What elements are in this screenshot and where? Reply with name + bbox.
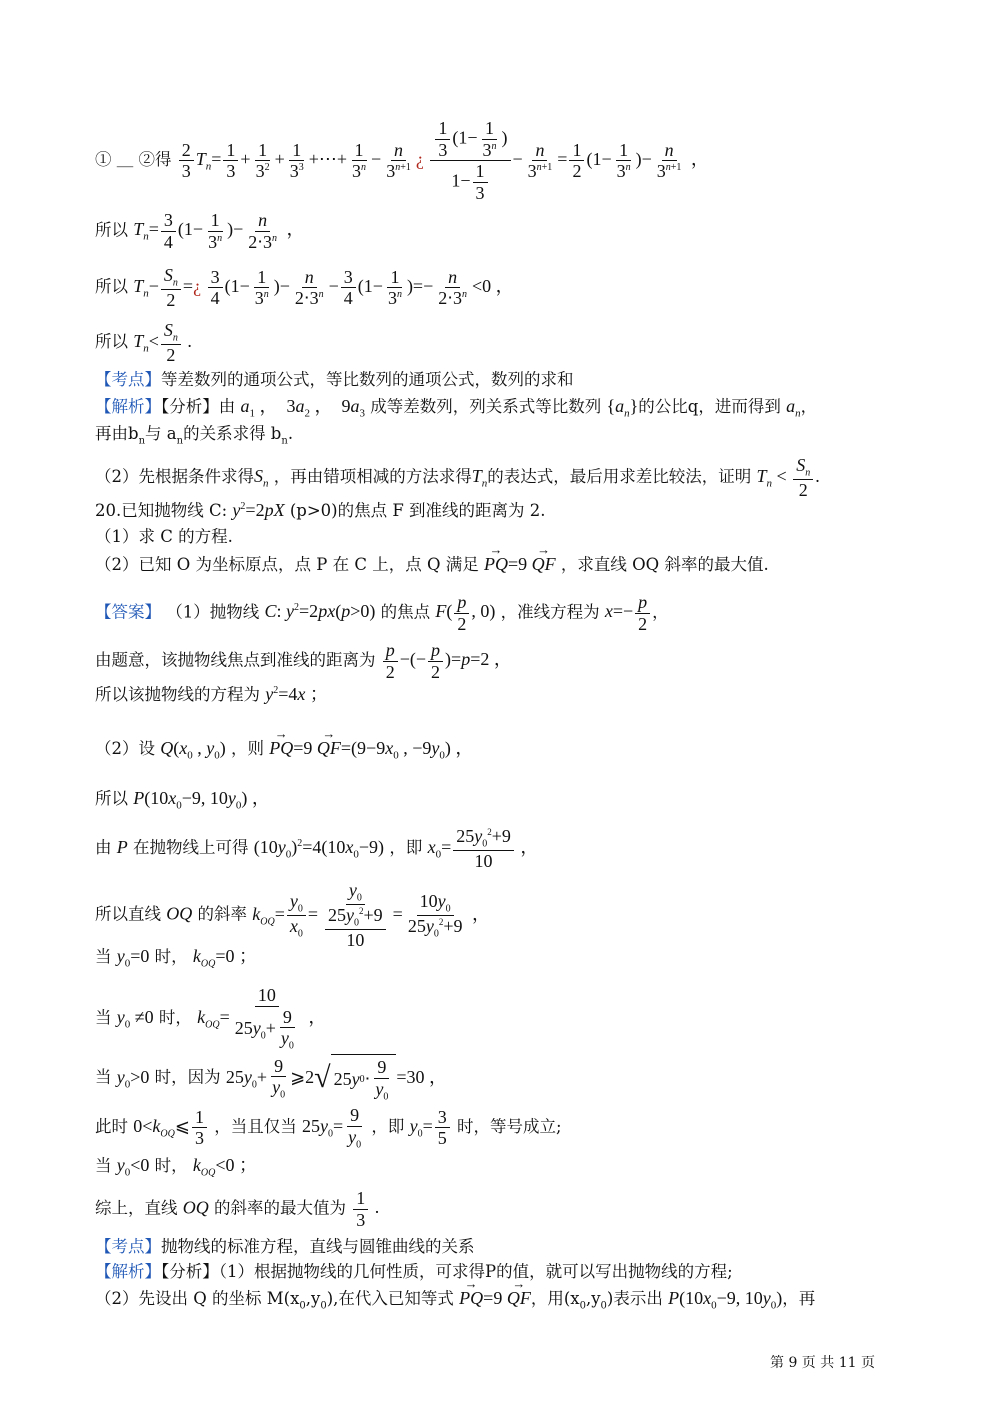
q20-1: （1）求 C 的方程. [95, 527, 233, 546]
formula-y0-zero: $y_0=0$ [116, 946, 150, 970]
formula-y0-pos: $y_0>0$ [116, 1066, 150, 1091]
formula-amgm: $25y_0+$ $\frac{9}{y_0}$ ⩾2 √ 25 y 0 ⋅ 9 $y_0$ =30 ， [225, 1055, 448, 1103]
t6a: 所以直线 [95, 904, 161, 924]
jiexi-2 [95, 1262, 733, 1282]
formula-vec-pq-2: → PQ=9 → QF [459, 1288, 531, 1308]
text-5 [95, 826, 538, 872]
answer-tag: 【答案】 [95, 602, 161, 622]
ans-d: ， [652, 602, 669, 622]
q20-a: 20.已知抛物线 C: [95, 501, 228, 520]
formula-k-range: $0<k_{OQ}⩽$ $\frac{1}{3}$ [133, 1116, 209, 1136]
formula-parabola-eq: $y^2=4x$ ； [265, 684, 328, 704]
formula-y0-neg: $y_0<0$ [116, 1155, 150, 1179]
formula-tn-sum: $\frac{2}{3}$ $T_n=$ $\frac{1}{3}$ + $\frac{1}{3^2}$ + $\frac{1}{3^3}$ +⋯+ $\frac{1}{3^n}$ − $\frac{n}{3^{n+1}}$ ¿ $\frac{1}{3}$ (1− $\frac{1}{3^n}$ ) 1− $\frac{1}{3}$ − $\frac{n}{3^{n+1}}$ = $\frac{1}{2}$ (1− $\frac{1}{3^n}$ )− $\frac{n}{3^{n+1}}$ ， [177, 149, 709, 169]
formula-x0: $x_0=$ $\frac{25y_0^2+9}{10}$ ， [427, 826, 539, 872]
text-7 [95, 946, 257, 971]
formula-an-set: $\{a_n\}$ [606, 396, 639, 420]
t10a: 此时 [95, 1117, 128, 1137]
text-10 [95, 1105, 562, 1151]
line-4-prefix: 所以 [95, 332, 128, 352]
q20-2a: （2）已知 O 为坐标原点，点 P 在 C 上，点 Q 满足 [95, 555, 479, 574]
formula-tn-minus-sn: $T_n-$ $\frac{S_n}{2}$ =¿ $\frac{3}{4}$ (1− $\frac{1}{3^n}$ )− $\frac{n}{2\cdot 3^n}$ − $\frac{3}{4}$ (1− $\frac{1}{3^n}$ )=− $\frac{n}{2\cdot 3^n}$ <0 ， [133, 265, 514, 311]
formula-tn-less: $T_n<$ $\frac{S_n}{2}$ . [133, 320, 192, 366]
formula-oq: OQ [166, 903, 193, 924]
t9a: 当 [95, 1067, 112, 1087]
formula-p-var: P [116, 837, 128, 858]
formula-pq-vec: → $PQ=9 \to QF=(9-9x_0$ , $-9y_0$) ， [269, 738, 473, 758]
formula-y0-nonzero: $y_0 \ne 0$ [116, 1006, 154, 1031]
last-a: （2）先设出 Q 的坐标 M(x [95, 1289, 300, 1308]
jiexi-2-text: （1）根据抛物线的几何性质，可求得P的值，就可以写出抛物线的方程; [218, 1262, 733, 1281]
t12a: 综上，直线 [95, 1198, 178, 1218]
text-4 [95, 788, 270, 813]
t8b: 时， [158, 1007, 192, 1027]
jiexi-1 [95, 396, 817, 421]
line-3 [95, 265, 514, 311]
t6b: 的斜率 [197, 904, 247, 924]
formula-max: $\frac{1}{3}$ . [351, 1197, 379, 1217]
last-c: ),在代入已知等式 [326, 1289, 454, 1308]
formula-distance: $\frac{p}{2}$ −(− $\frac{p}{2}$ )=p=2 ， [381, 649, 512, 669]
text-9 [95, 1054, 447, 1103]
formula-focus: F( $\frac{p}{2}$ , 0) [435, 592, 496, 634]
text-2 [95, 684, 328, 706]
kaodian-2-tag: 【考点】 [95, 1237, 161, 1256]
jiexi-1-text-a: 由 [218, 397, 236, 416]
formula-p-2: $P(10x_0-9$, $10y_0$) [668, 1288, 783, 1312]
t7b: 时， [154, 947, 188, 966]
jiexi-2-tag: 【解析】 [95, 1262, 161, 1281]
line-2-prefix: 所以 [95, 220, 128, 240]
last-d: ，用(x [530, 1289, 580, 1308]
last-f: )表示出 [606, 1289, 663, 1308]
line-1 [95, 118, 709, 204]
t11a: 当 [95, 1156, 112, 1175]
text-6 [95, 880, 490, 951]
jiexi-1-line2-c: 的关系求得 b [183, 424, 282, 443]
formula-p: $P(10x_0-9$, $10y_0$) ， [133, 788, 270, 812]
t9b: 时，因为 [154, 1067, 221, 1087]
jiexi-1-tag: 【解析】 [95, 397, 161, 416]
ans-c: ，准线方程为 [500, 602, 600, 622]
line-4 [95, 320, 192, 366]
j2-a: （2）先根据条件求得 [95, 467, 254, 487]
formula-oq-2: OQ [182, 1197, 209, 1218]
last-b: ,y [305, 1289, 321, 1308]
q20-2b: ，求直线 OQ 斜率的最大值. [560, 555, 769, 574]
formula-a1: $a_1$ ， $3a_2$ ， $9a_3$ [240, 396, 365, 420]
q20-b: (p>0)的焦点 F 到准线的距离为 2. [289, 501, 546, 520]
text-11 [95, 1155, 257, 1180]
t1: 由题意，该抛物线焦点到准线的距离为 [95, 650, 376, 670]
t5a: 由 [95, 838, 112, 858]
formula-k-zero: $k_{OQ}=0$ ； [192, 946, 258, 970]
t8a: 当 [95, 1007, 112, 1027]
formula-k-oq: $k_{OQ}=$ $\frac{y_0}{x_0}$ = $\frac{y_0}{\frac{25y_0^2+9}{10}}$ = $\frac{10y_0}{25y_0^2+9}$ ， [252, 880, 490, 951]
j2-c: 的表达式，最后用求差比较法，证明 [487, 467, 752, 487]
jiexi-1-sub: 【分析】 [161, 397, 219, 416]
formula-y0-value: $y_0=$ $\frac{3}{5}$ [410, 1116, 452, 1136]
jiexi-1-text-b: 成等差数列，列关系式等比数列 [370, 397, 602, 416]
last-e: ,y [585, 1289, 601, 1308]
jiexi-2-sub: 【分析】 [161, 1262, 219, 1281]
line-1-prefix: ① ＿ ②得 [95, 150, 172, 169]
kaodian-2 [95, 1237, 475, 1257]
question-20-2 [95, 554, 769, 576]
kaodian-2-text: 抛物线的标准方程，直线与圆锥曲线的关系 [161, 1237, 475, 1256]
line-2 [95, 210, 304, 252]
ans-a: （1）抛物线 [166, 602, 260, 622]
formula-tn-less-2: $T_n$ < $\frac{S_n}{2}$ . [756, 455, 820, 501]
question-20 [95, 500, 546, 522]
formula-c: C: $y^2=2px(p>0)$ [264, 601, 376, 622]
t4: 所以 [95, 789, 128, 808]
formula-on-parabola: $(10y_0)^2=4(10x_0-9)$ [253, 837, 385, 861]
t3a: （2）设 [95, 739, 155, 758]
t10d: 时，等号成立; [457, 1117, 562, 1137]
last-g: ，再 [782, 1289, 816, 1308]
formula-vec-pq: → PQ=9 → QF [484, 554, 556, 574]
formula-an: $a_n$ [786, 396, 801, 420]
kaodian-1 [95, 370, 574, 390]
text-12 [95, 1188, 379, 1230]
formula-parabola: $y^2=2pX$ [232, 500, 285, 520]
t5c: ，即 [389, 838, 423, 858]
jiexi-1-line2: 再由$b_n$与 $a_n$的关系求得 $b_n$. [95, 424, 294, 447]
jiexi-1-text-d: ， [800, 397, 818, 416]
t2: 所以该抛物线的方程为 [95, 685, 260, 704]
page-footer: 第 9 页 共 11 页 [770, 1355, 875, 1371]
t3b: ，则 [231, 739, 264, 758]
t10c: ，即 [371, 1117, 405, 1137]
formula-q: $Q(x_0$ , $y_0$) [160, 738, 226, 762]
text-8 [95, 985, 326, 1052]
j2-b: ，再由错项相减的方法求得 [273, 467, 472, 487]
line-3-prefix: 所以 [95, 277, 128, 297]
formula-k-frac: $k_{OQ}=$ 10 $25y_0+$ $\frac{9}{y_0}$ ， [197, 985, 327, 1052]
t7a: 当 [95, 947, 112, 966]
t11b: 时， [154, 1156, 188, 1175]
jiexi-1-line2-d: . [287, 424, 294, 443]
t12b: 的斜率的最大值为 [214, 1198, 346, 1218]
jiexi-1-text-c: 的公比q，进而得到 [638, 397, 781, 416]
jiexi-1-line2-b: 与 a [145, 424, 177, 443]
question-20-1 [95, 527, 233, 547]
t10b: ，当且仅当 [214, 1117, 297, 1137]
text-1 [95, 640, 512, 682]
jiexi-1-line2-a: 再由b [95, 424, 139, 443]
answer-1 [95, 592, 669, 634]
kaodian-1-text: 等差数列的通项公式，等比数列的通项公式，数列的求和 [161, 370, 574, 389]
t5b: 在抛物线上可得 [133, 838, 249, 858]
last-line: （2）先设出 Q 的坐标 $M(x_0,y_0)$,在代入已知等式 → PQ=9 → QF，用$(x_0,y_0)$表示出 $P(10x_0-9$, $10y_0$)，再 [95, 1288, 815, 1313]
text-3 [95, 738, 473, 763]
formula-equality: $25y_0=$ $\frac{9}{y_0}$ [301, 1105, 362, 1151]
formula-directrix: x=− $\frac{p}{2}$ [605, 601, 652, 621]
kaodian-1-tag: 【考点】 [95, 370, 161, 389]
jiexi-1-part2: （2）先根据条件求得$S_n$ ，再由错项相减的方法求得$T_n$的表达式，最后用求差比较法，证明 $T_n$ < $\frac{S_n}{2}$ . [95, 455, 820, 501]
formula-k-neg: $k_{OQ}<0$ ； [192, 1155, 258, 1179]
formula-tn: $T_n=$ $\frac{3}{4}$ (1− $\frac{1}{3^n}$ )− $\frac{n}{2\cdot 3^n}$ ， [133, 210, 305, 252]
ans-b: 的焦点 [380, 602, 431, 622]
